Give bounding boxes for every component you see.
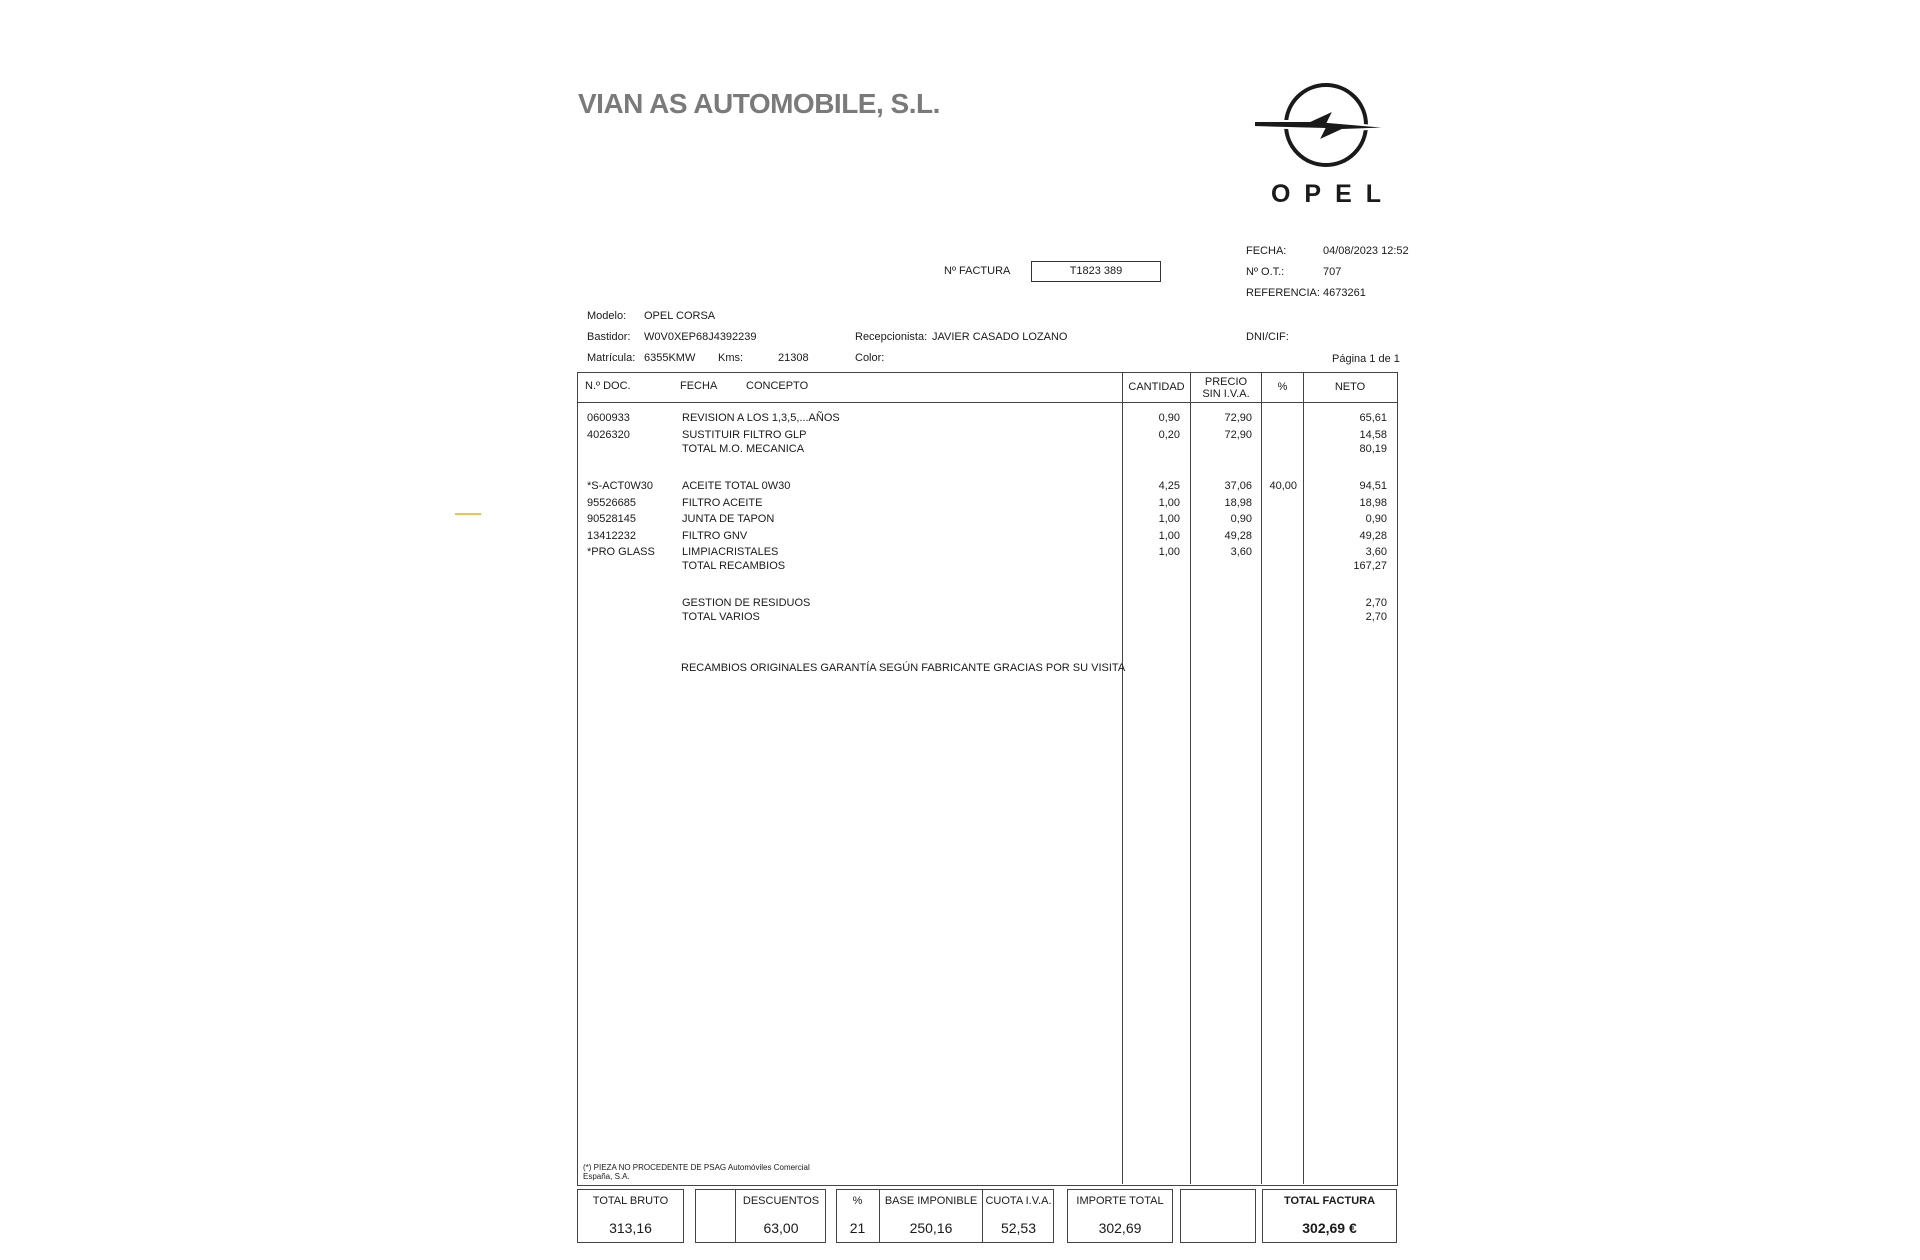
row-concepto: SUSTITUIR FILTRO GLP bbox=[682, 429, 807, 441]
row-neto: 80,19 bbox=[1359, 443, 1387, 455]
row-concepto: GESTION DE RESIDUOS bbox=[682, 597, 811, 609]
row-cantidad: 0,90 bbox=[1158, 412, 1180, 424]
company-name: VIAN AS AUTOMOBILE, S.L. bbox=[578, 88, 940, 119]
recepcionista-label: Recepcionista: bbox=[855, 331, 928, 343]
empty-total-box bbox=[1180, 1189, 1256, 1243]
page-number: Página 1 de 1 bbox=[1332, 353, 1400, 365]
total-bruto-value: 313,16 bbox=[609, 1220, 652, 1236]
header-doc: N.º DOC. bbox=[585, 380, 631, 392]
total-bruto-label: TOTAL BRUTO bbox=[592, 1195, 669, 1207]
row-neto: 14,58 bbox=[1359, 429, 1387, 441]
header-precio: PRECIO bbox=[1204, 376, 1248, 388]
row-concepto: LIMPIACRISTALES bbox=[682, 546, 779, 558]
row-precio: 37,06 bbox=[1224, 480, 1252, 492]
table-note: RECAMBIOS ORIGINALES GARANTÍA SEGÚN FABRICANTE GRACIAS POR SU VISITA bbox=[681, 662, 1126, 674]
header-pct: % bbox=[1277, 381, 1288, 393]
modelo-value: OPEL CORSA bbox=[644, 310, 716, 322]
row-concepto: TOTAL RECAMBIOS bbox=[682, 560, 786, 572]
row-precio: 0,90 bbox=[1230, 513, 1252, 525]
items-table bbox=[577, 372, 1398, 1186]
importe-total-label: IMPORTE TOTAL bbox=[1076, 1195, 1164, 1207]
base-imponible-value: 250,16 bbox=[909, 1220, 953, 1236]
descuentos-value: 63,00 bbox=[763, 1220, 799, 1236]
row-concepto: JUNTA DE TAPON bbox=[682, 513, 775, 525]
row-doc: 0600933 bbox=[587, 412, 630, 424]
row-precio: 49,28 bbox=[1224, 530, 1252, 542]
modelo-label: Modelo: bbox=[587, 310, 627, 322]
row-doc: 4026320 bbox=[587, 429, 630, 441]
row-neto: 3,60 bbox=[1365, 546, 1387, 558]
ot-value: 707 bbox=[1323, 266, 1342, 278]
row-concepto: REVISION A LOS 1,3,5,...AÑOS bbox=[682, 412, 840, 424]
header-neto: NETO bbox=[1334, 381, 1366, 393]
invoice-label: Nº FACTURA bbox=[944, 265, 1011, 277]
row-doc: 95526685 bbox=[587, 497, 636, 509]
row-cantidad: 1,00 bbox=[1158, 513, 1180, 525]
table-header-divider bbox=[577, 402, 1397, 403]
cuota-iva-value: 52,53 bbox=[1000, 1220, 1037, 1236]
footnote-line-1: (*) PIEZA NO PROCEDENTE DE PSAG Automóviles Comercial bbox=[583, 1163, 810, 1172]
brand-wordmark: OPEL bbox=[1270, 180, 1396, 208]
col-divider bbox=[1122, 372, 1123, 1184]
row-cantidad: 1,00 bbox=[1158, 530, 1180, 542]
row-precio: 72,90 bbox=[1224, 429, 1252, 441]
footnote-line-2: España, S.A. bbox=[583, 1172, 630, 1181]
row-concepto: FILTRO ACEITE bbox=[682, 497, 763, 509]
header-precio-sub: SIN I.V.A. bbox=[1202, 388, 1250, 400]
row-neto: 65,61 bbox=[1359, 412, 1387, 424]
total-factura-value: 302,69 € bbox=[1302, 1220, 1357, 1236]
row-precio: 72,90 bbox=[1224, 412, 1252, 424]
row-concepto: TOTAL M.O. MECANICA bbox=[682, 443, 805, 455]
descuentos-label: DESCUENTOS bbox=[742, 1195, 820, 1207]
fecha-label: FECHA: bbox=[1246, 245, 1287, 257]
row-pct: 40,00 bbox=[1269, 480, 1297, 492]
bastidor-value: W0V0XEP68J4392239 bbox=[644, 331, 757, 343]
row-doc: *PRO GLASS bbox=[587, 546, 655, 558]
recepcionista-value: JAVIER CASADO LOZANO bbox=[932, 331, 1068, 343]
row-cantidad: 0,20 bbox=[1158, 429, 1180, 441]
col-divider bbox=[1261, 372, 1262, 1184]
invoice-number: T1823 389 bbox=[1031, 261, 1161, 282]
row-cantidad: 1,00 bbox=[1158, 497, 1180, 509]
row-neto: 18,98 bbox=[1359, 497, 1387, 509]
col-divider bbox=[1190, 372, 1191, 1184]
row-concepto: TOTAL VARIOS bbox=[682, 611, 760, 623]
iva-pct-value: 21 bbox=[849, 1220, 866, 1236]
row-cantidad: 1,00 bbox=[1158, 546, 1180, 558]
iva-pct-label: % bbox=[852, 1195, 863, 1207]
base-imponible-label: BASE IMPONIBLE bbox=[884, 1195, 978, 1207]
bastidor-label: Bastidor: bbox=[587, 331, 631, 343]
dni-label: DNI/CIF: bbox=[1246, 331, 1289, 343]
ref-label: REFERENCIA: bbox=[1246, 287, 1320, 299]
matricula-label: Matrícula: bbox=[587, 352, 636, 364]
color-label: Color: bbox=[855, 352, 885, 364]
kms-label: Kms: bbox=[718, 352, 744, 364]
importe-total-value: 302,69 bbox=[1098, 1220, 1142, 1236]
row-neto: 167,27 bbox=[1353, 560, 1387, 572]
col-divider bbox=[1303, 372, 1304, 1184]
row-neto: 2,70 bbox=[1365, 597, 1387, 609]
row-doc: *S-ACT0W30 bbox=[587, 480, 654, 492]
orange-mark bbox=[455, 513, 481, 515]
row-neto: 0,90 bbox=[1365, 513, 1387, 525]
header-concepto: CONCEPTO bbox=[746, 380, 809, 392]
total-factura-label: TOTAL FACTURA bbox=[1283, 1195, 1376, 1207]
fecha-value: 04/08/2023 12:52 bbox=[1323, 245, 1409, 257]
kms-value: 21308 bbox=[778, 352, 809, 364]
ot-label: Nº O.T.: bbox=[1246, 266, 1285, 278]
row-precio: 18,98 bbox=[1224, 497, 1252, 509]
row-neto: 94,51 bbox=[1359, 480, 1387, 492]
cuota-iva-label: CUOTA I.V.A. bbox=[985, 1195, 1052, 1207]
row-doc: 90528145 bbox=[587, 513, 636, 525]
header-fecha: FECHA bbox=[680, 380, 718, 392]
row-neto: 2,70 bbox=[1365, 611, 1387, 623]
matricula-value: 6355KMW bbox=[644, 352, 696, 364]
row-neto: 49,28 bbox=[1359, 530, 1387, 542]
header-cantidad: CANTIDAD bbox=[1128, 381, 1185, 393]
row-cantidad: 4,25 bbox=[1158, 480, 1180, 492]
row-precio: 3,60 bbox=[1230, 546, 1252, 558]
opel-blitz-logo bbox=[1252, 78, 1400, 173]
ref-value: 4673261 bbox=[1323, 287, 1366, 299]
row-doc: 13412232 bbox=[587, 530, 636, 542]
row-concepto: FILTRO GNV bbox=[682, 530, 748, 542]
row-concepto: ACEITE TOTAL 0W30 bbox=[682, 480, 791, 492]
